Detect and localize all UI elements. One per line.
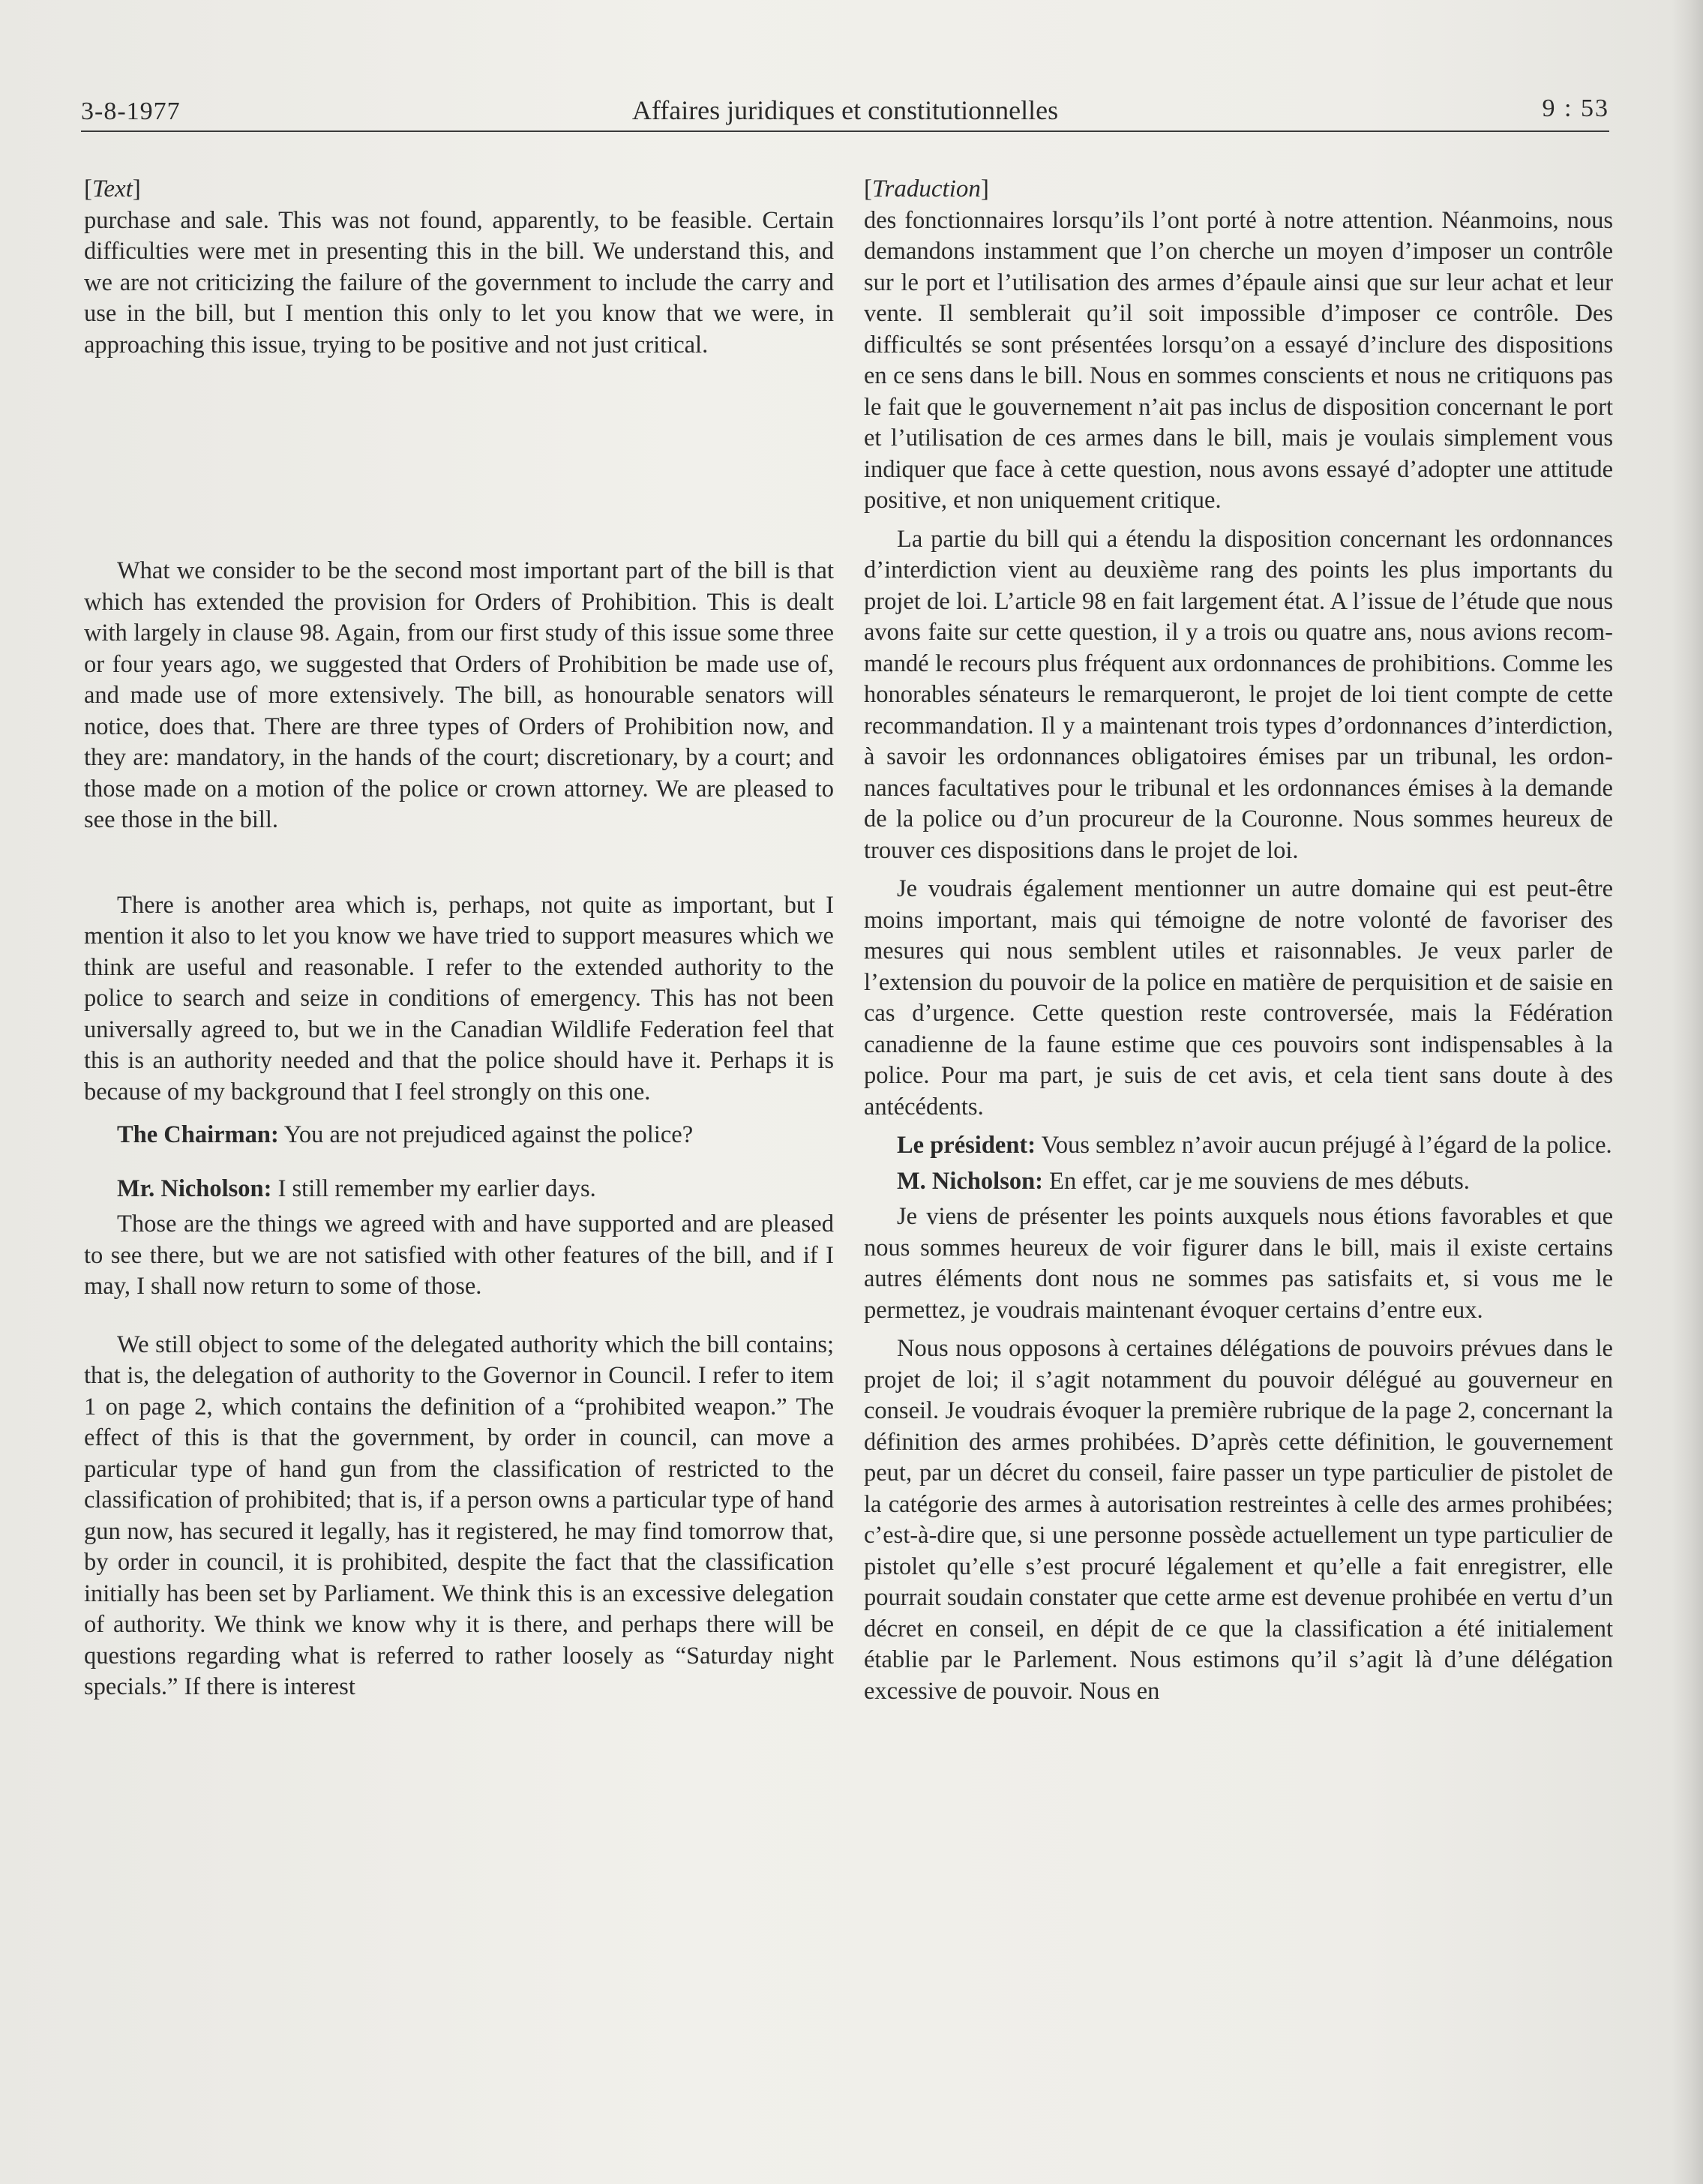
- speaker-text: Vous semblez n’avoir aucun préjugé à l’égard de la police.: [1041, 1132, 1612, 1159]
- fr-speaker-paragraph-nicholson: [864, 1166, 1613, 1198]
- fr-paragraph-1: des fonctionnaires lorsqu’ils l’ont porté à notre attention. Néanmoins, nous demandons instamment que l’on cherche un moyen d’imposer un contrôle sur le port et l’utilisation des armes d’épaule ainsi que sur leur achat et leur vente. Il semblerait qu’il soit impossible d’imposer ce contrôle. Des difficultés se sont présentées lorsqu’on a essayé d’inclure des dispositions en ce sens dans le bill. Nous en sommes conscients et nous ne critiquons pas le fait que le gouvernement n’ait pas inclus de disposition concernant le port et l’utilisation de ces armes dans le bill, mais je voulais simplement vous indiquer que face à cette question, nous avons essayé d’adopter une attitude positive, et non uniquement critique.: [864, 206, 1613, 514]
- speaker-text: I still remember my earlier days.: [277, 1174, 596, 1202]
- en-paragraph-6: Those are the things we agreed with and have supported and are pleased to see there, but we are not satisfied with other features of the bill, and if I may, I shall now return to some of those.: [84, 1210, 834, 1300]
- en-paragraph-3: There is another area which is, perhaps, not quite as important, but I mention it also to let you know we have tried to support measures which we think are useful and reasonable. I refer to the extended authority to the police to search and seize in conditions of emergency. This has not been universally agreed to, but we in the Canadian Wildlife Federation feel that this is an authority needed and that the police should have it. Perhaps it is because of my background that I feel strongly on this one.: [84, 891, 834, 1106]
- en-paragraph-1: purchase and sale. This was not found, apparently, to be feasible. Certain difficulties were met in presenting this in the bill. We understand this, and we are not criticizing the failure of the government to include the carry and use in the bill, but I mention this only to let you know that we were, in approaching this issue, trying to be positive and not just critical.: [84, 206, 834, 358]
- english-column: [84, 174, 834, 1703]
- running-head: [81, 84, 1609, 132]
- header-title: Affaires juridiques et constitutionnelles: [631, 95, 1059, 125]
- fr-speaker-paragraph-president: [864, 1130, 1613, 1162]
- fr-paragraph-2: La partie du bill qui a étendu la disposition concernant les ordonnances d’interdiction vient au deuxième rang des points les plus importants du projet de loi. L’article 98 en fait largement état. A l’issue de l’étude que nous avons faite sur cette question, il y a trois ou quatre ans, nous avions recommandé le recours plus fréquent aux ordonnances de prohibitions. Comme les honorables sénateurs le remarqueront, le projet de loi tient compte de cette recommandation. Il y a maintenant trois types d’ordonnances d’interdiction, à savoir les ordonnances obligatoires émises par un tribunal, les ordonnances facultatives pour le tribunal et les ordonnances émises à la demande de la police ou d’un procureur de la Couronne. Nous sommes heureux de trouver ces dispositions dans le projet de loi.: [864, 525, 1613, 864]
- fr-paragraph-3: Je voudrais également mentionner un autre domaine qui est peut-être moins important, mais qui témoigne de notre volonté de favoriser des mesures qui nous semblent utiles et raisonnables. Je veux parler de l’extension du pouvoir de la police en matière de perquisition et de saisie en cas d’urgence. Cette question reste controversée, mais la Fédération canadienne de la faune estime que ces pouvoirs sont indispensables à la police. Pour ma part, je suis de cet avis, et cela tient sans doute à des antécédents.: [864, 875, 1613, 1120]
- fr-paragraph-7: Nous nous opposons à certaines délégations de pouvoirs prévues dans le projet de loi; il s’agit notamment du pouvoir délégué au gouverneur en conseil. Je voudrais évoquer la première rubrique de la page 2, concernant la définition des armes prohibées. D’après cette définition, le gouvernement peut, par un décret du conseil, faire passer un type particulier de pistolet de la catégorie des armes à autorisation restreintes à celle des armes prohibées; c’est-à-dire que, si une personne possède actuellement un type particulier de pistolet qu’elle s’est procuré légalement et qu’elle a fait enregistrer, elle pourrait soudain constater que cette arme est devenue prohibée en vertu d’un décret en conseil, en dépit de ce que la classification a été initialement établie par le Parlement. Nous estimons qu’il s’agit là d’une délégation excessive de pouvoir. Nous en: [864, 1335, 1613, 1705]
- speaker-text: You are not prejudiced against the police?: [283, 1121, 694, 1148]
- speaker-text: En effet, car je me souviens de mes débuts.: [1049, 1167, 1470, 1195]
- speaker-name: M. Nicholson:: [897, 1167, 1043, 1195]
- en-speaker-paragraph-nicholson: [84, 1174, 834, 1205]
- en-paragraph-7: We still object to some of the delegated authority which the bill contains; that is, the delegation of authority to the Governor in Council. I refer to item 1 on page 2, which contains the definition of a “prohibited weapon.” The effect of this is that the government, by order in council, can move a particular type of hand gun from the classification of restricted to the classification of prohibited; that is, if a person owns a particular type of hand gun now, has secured it legally, has it registered, he may find tomorrow that, by order in council, it is prohibited, despite the fact that the classification initially has been set by Parliament. We think this is an excessive delegation of authority. We think we know why it is there, and perhaps there will be questions regarding what is referred to rather loosely as “Saturday night specials.” If there is interest: [84, 1330, 834, 1700]
- en-speaker-paragraph-chairman: [84, 1120, 834, 1151]
- text-label: Text: [92, 176, 133, 202]
- fr-paragraph-6: Je viens de présenter les points auxquels nous étions favorables et que nous sommes heureux de voir figurer dans le bill, mais il existe certains autres éléments dont nous ne sommes pas satisfaits et, si vous me le permettez, je voudrais maintenant évoquer certains d’entre eux.: [864, 1203, 1613, 1324]
- en-paragraph-2: What we consider to be the second most important part of the bill is that which has extended the provision for Orders of Prohibition. This is dealt with largely in clause 98. Again, from our first study of this issue some three or four years ago, we suggested that Orders of Prohibition be made use of, and made use of more extensively. The bill, as honourable senators will notice, does that. There are three types of Orders of Prohibition now, and they are: mandatory, in the hands of the court; discretionary, by a court; and those made on a motion of the police or crown attorney. We are pleased to see those in the bill.: [84, 557, 834, 833]
- header-page-number: 9 : 53: [1542, 94, 1609, 122]
- translation-language-label: [Traduction]: [864, 176, 989, 202]
- speaker-name: Le président:: [897, 1132, 1036, 1159]
- speaker-name: The Chairman:: [117, 1121, 279, 1148]
- header-date: 3-8-1977: [81, 98, 181, 125]
- french-column: [864, 174, 1613, 1707]
- translation-label: Traduction: [872, 176, 981, 202]
- text-language-label: [Text]: [84, 176, 141, 202]
- speaker-name: Mr. Nicholson:: [117, 1174, 272, 1202]
